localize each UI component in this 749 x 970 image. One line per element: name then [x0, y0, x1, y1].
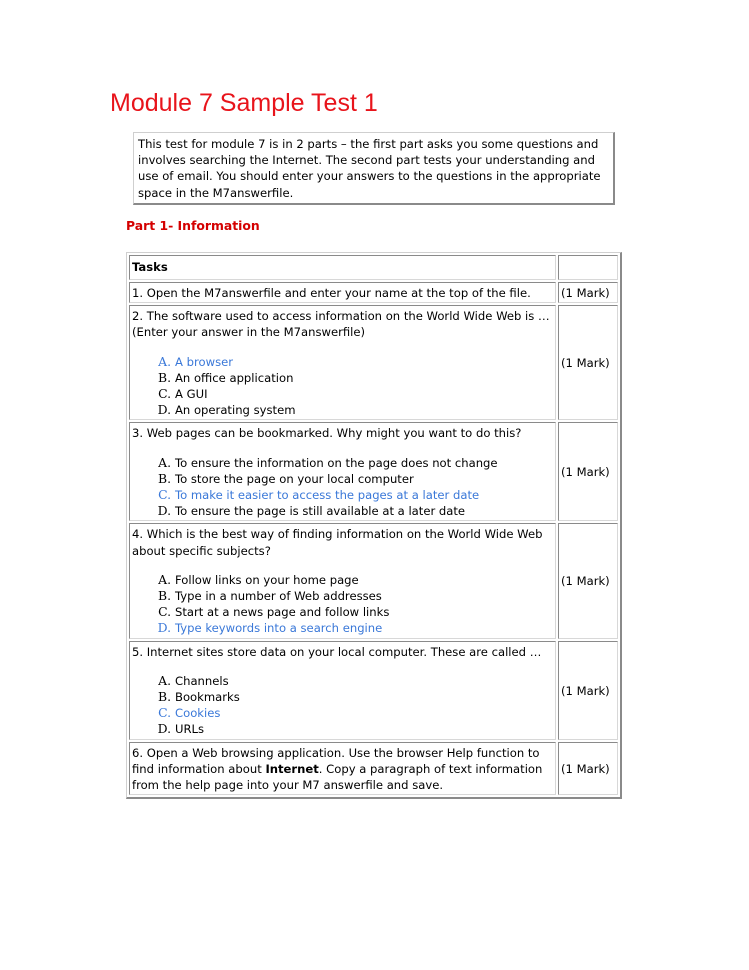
table-header-row [129, 255, 618, 280]
option: A. To ensure the information on the page does not change [175, 455, 553, 471]
option-correct: C. Cookies [175, 705, 553, 721]
option: A. Follow links on your home page [175, 572, 553, 588]
option: B. An office application [175, 370, 553, 386]
intro-box [133, 132, 615, 205]
answer-options [132, 455, 553, 520]
option: B. Type in a number of Web addresses [175, 588, 553, 604]
page-title: Module 7 Sample Test 1 [110, 89, 378, 117]
option: B. Bookmarks [175, 689, 553, 705]
option: D. To ensure the page is still available at a later date [175, 503, 553, 519]
mark-cell: (1 Mark) [558, 422, 618, 521]
question-text-start: 6. Open a Web browsing application. Use the browser Help function to find information about [132, 745, 540, 776]
table-row [129, 641, 618, 740]
question-cell [129, 742, 556, 796]
marks-header-cell [558, 255, 618, 280]
option-correct: C. To make it easier to access the pages at a later date [175, 487, 553, 503]
table-row [129, 282, 618, 303]
mark-cell: (1 Mark) [558, 742, 618, 796]
question-cell [129, 282, 556, 303]
question-cell [129, 523, 556, 638]
question-text: 2. The software used to access information on the World Wide Web is … (Enter your answer in the M7answerfile) [132, 309, 550, 340]
mark-cell: (1 Mark) [558, 305, 618, 420]
option: C. Start at a news page and follow links [175, 604, 553, 620]
question-cell [129, 305, 556, 420]
answer-options [132, 673, 553, 738]
option: D. An operating system [175, 402, 553, 418]
table-row [129, 742, 618, 796]
keyword-internet: Internet [265, 761, 319, 776]
intro-text: This test for module 7 is in 2 parts – the first part asks you some questions and involves searching the Internet. The second part tests your understanding and use of email. You should enter your answers to the questions in the appropriate space in the M7answerfile. [138, 137, 601, 200]
question-text [132, 745, 553, 794]
table-row [129, 523, 618, 638]
table-row [129, 422, 618, 521]
option: C. A GUI [175, 386, 553, 402]
question-text-end: . Copy a paragraph of text information from the help page into your M7 answerfile and save. [132, 761, 543, 793]
mark-cell: (1 Mark) [558, 282, 618, 303]
mark-cell: (1 Mark) [558, 641, 618, 740]
option: B. To store the page on your local computer [175, 471, 553, 487]
mark-cell: (1 Mark) [558, 523, 618, 638]
question-text: 5. Internet sites store data on your local computer. These are called … [132, 644, 542, 659]
option: D. URLs [175, 721, 553, 737]
answer-options [132, 354, 553, 419]
part-heading: Part 1- Information [126, 218, 260, 233]
question-cell [129, 422, 556, 521]
question-text: 1. Open the M7answerfile and enter your name at the top of the file. [132, 286, 531, 300]
table-row [129, 305, 618, 420]
option: A. Channels [175, 673, 553, 689]
question-text: 3. Web pages can be bookmarked. Why might you want to do this? [132, 426, 522, 441]
tasks-table [126, 252, 622, 799]
question-text: 4. Which is the best way of finding information on the World Wide Web about specific subjects? [132, 527, 543, 558]
answer-options [132, 572, 553, 637]
option-correct: A. A browser [175, 354, 553, 370]
option-correct: D. Type keywords into a search engine [175, 620, 553, 636]
question-cell [129, 641, 556, 740]
tasks-header: Tasks [129, 255, 556, 280]
